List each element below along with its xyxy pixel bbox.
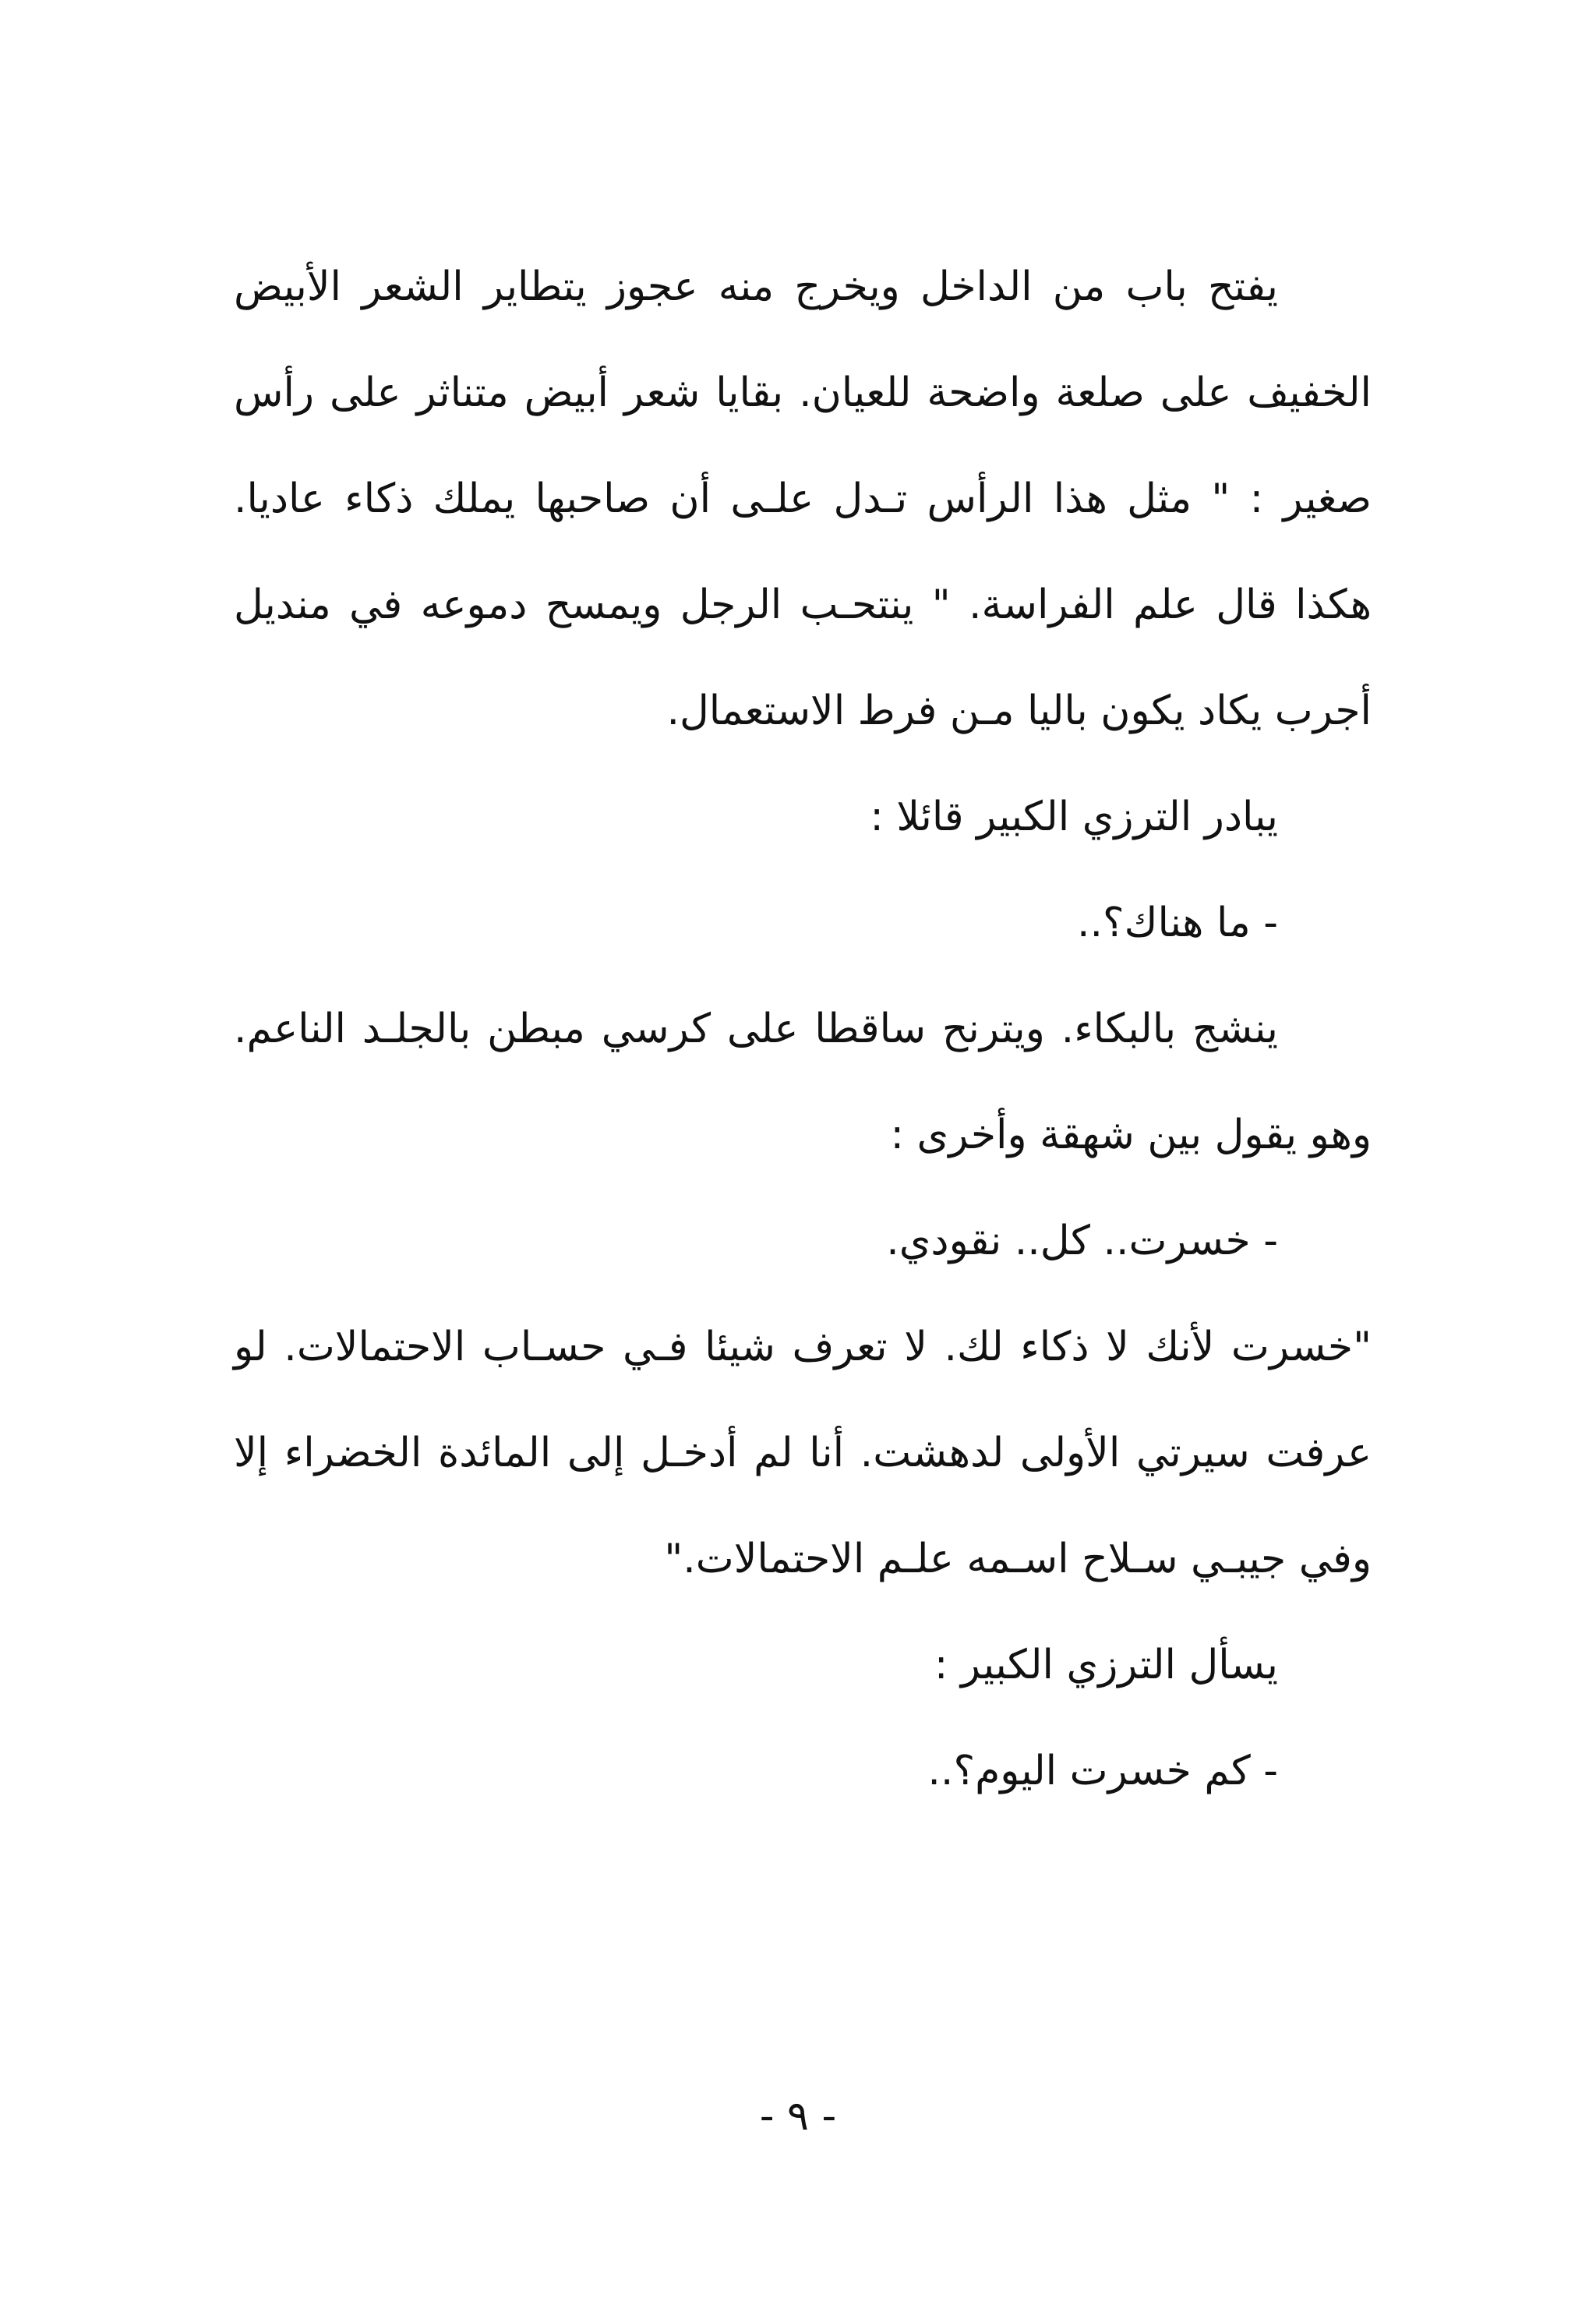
paragraph-sobbing: ينشج بالبكاء. ويترنح ساقطا على كرسي مبطن بالجلـد الناعم. وهو يقول بين شهقة وأخرى :: [234, 1006, 1372, 1158]
dialogue-lost-money: - خسرت.. كل.. نقودي.: [886, 1218, 1278, 1264]
paragraph-tailor-asks: يبادر الترزي الكبير قائلا :: [870, 794, 1278, 840]
paragraph-old-man: يفتح باب من الداخل ويخرج منه عجوز يتطاير الشعر الأبيض الخفيف على صلعة واضحة للعيان. بقايا شعر أبيض متناثر على رأس صغير : " مثل هذا الرأس تـدل علـى أن صاحبها يملك ذكاء عاديا. هكذا قال علم الفراسة. " ينتحـب الرجل ويمسح دموعه في منديل أجرب يكاد يكون باليا مـن فرط الاستعمال.: [234, 263, 1372, 734]
paragraph-probabilities: "خسرت لأنك لا ذكاء لك. لا تعرف شيئا فـي حسـاب الاحتمالات. لو عرفت سيرتي الأولى لدهشت. أنا لم أدخـل إلى المائدة الخضراء إلا وفي جيبـي سـلاح اسـمه علـم الاحتمالات.": [234, 1324, 1372, 1582]
dialogue-how-much: - كم خسرت اليوم؟..: [927, 1748, 1278, 1794]
paragraph-tailor-question: يسأل الترزي الكبير :: [934, 1642, 1278, 1688]
page-number: - ٩ -: [759, 2093, 837, 2140]
dialogue-whats-wrong: - ما هناك؟..: [1077, 900, 1278, 946]
body-text: [234, 234, 1372, 1824]
